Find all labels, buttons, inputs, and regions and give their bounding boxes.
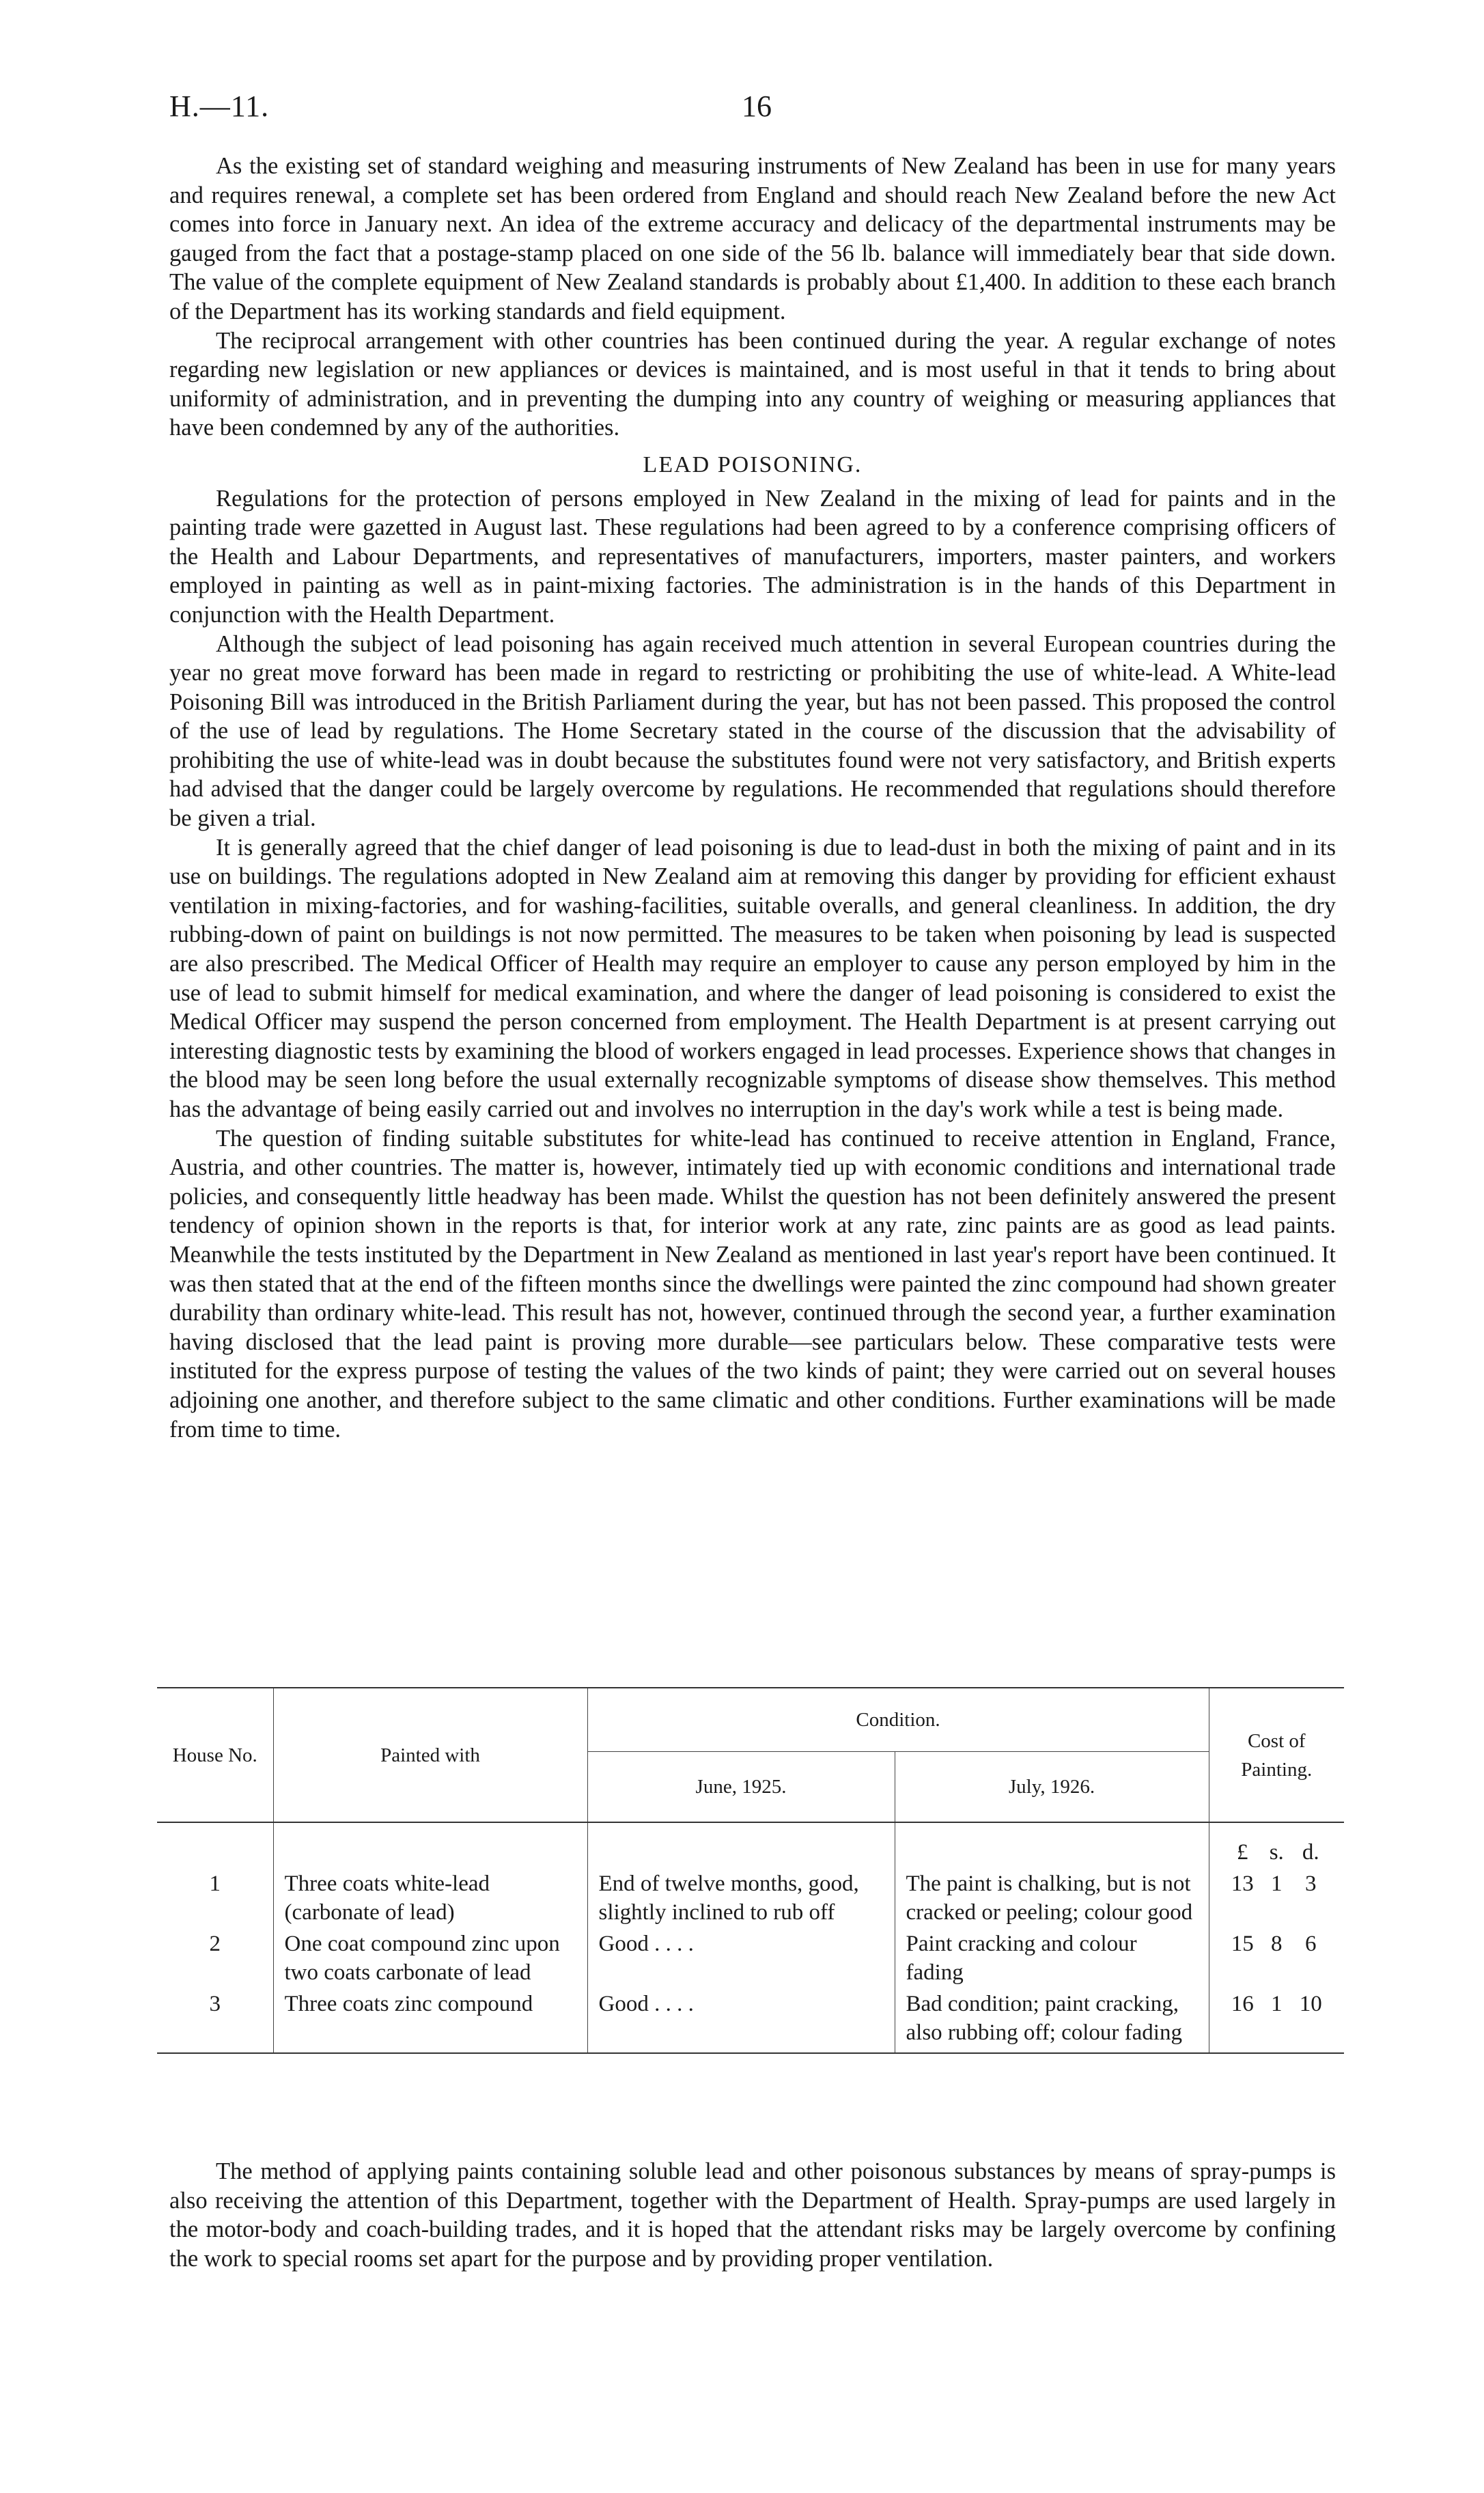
header-painted-with: Painted with <box>273 1688 587 1822</box>
cost-pounds: 15 <box>1231 1932 1254 1956</box>
main-text <box>169 152 1336 1444</box>
cost-shillings: 1 <box>1271 1871 1283 1896</box>
header-cost: Cost of Painting. <box>1241 1729 1313 1781</box>
cost-shillings: 8 <box>1271 1932 1283 1956</box>
paragraph: The method of applying paints containing soluble lead and other poisonous substances by means of spray-pumps is also receiving the attention of this Department, together with the Department of Health. Spray-pumps are used largely in the motor-body and coach-building trades, and it is hoped that the attendant risks may be largely overcome by confining the work to special rooms set apart for the purpose and by providing proper ventilation. <box>169 2158 1336 2272</box>
cost-cell <box>1209 1868 1344 1928</box>
paragraph: Although the subject of lead poisoning has again received much attention in several European countries during the year no great move forward has been made in regard to restricting or prohibiting the use of white-lead. A White-lead Poisoning Bill was introduced in the British Parliament during the year, but has not been passed. This proposed the control of the use of lead by regulations. The Home Secretary stated in the course of the discussion that the advisability of prohibiting the use of white-lead was in doubt because the substitutes found were not very satisfactory, and British experts had advised that the danger could be largely overcome by regulations. He recommended that regulations should therefore be given a trial. <box>169 630 1336 832</box>
cost-pence: 6 <box>1305 1932 1317 1956</box>
header-house-no: House No. <box>157 1688 273 1822</box>
cost-pence: 3 <box>1305 1871 1317 1896</box>
painted-with-cell: One coat compound zinc upon two coats carbonate of lead <box>273 1928 587 1988</box>
cost-pounds: 13 <box>1231 1871 1254 1896</box>
pence-label: d. <box>1302 1840 1319 1865</box>
table-row <box>157 1988 1344 2053</box>
house-number: 1 <box>157 1868 273 1928</box>
cost-pounds: 16 <box>1231 1992 1254 2016</box>
header-july-1926: July, 1926. <box>895 1752 1209 1823</box>
paragraph: As the existing set of standard weighing and measuring instruments of New Zealand has been in use for many years and requires renewal, a complete set has been ordered from England and should reach New Zealand before the new Act comes into force in January next. An idea of the extreme accuracy and delicacy of the departmental instruments may be gauged from the fact that a postage-stamp placed on one side of the 56 lb. balance will immediately bear that side down. The value of the complete equipment of New Zealand standards is probably about £1,400. In addition to these each branch of the Department has its working standards and field equipment. <box>169 153 1336 324</box>
paragraph: It is generally agreed that the chief danger of lead poisoning is due to lead-dust in both the mixing of paint and in its use on buildings. The regulations adopted in New Zealand aim at removing this danger by providing for efficient exhaust ventilation in mixing-factories, and for washing-facilities, suitable overalls, and general cleanliness. In addition, the dry rubbing-down of paint on buildings is not now permitted. The measures to be taken when poisoning by lead is suspected are also prescribed. The Medical Officer of Health may require an employer to cause any person employed by him in the use of lead to submit himself for medical examination, and where the danger of lead poisoning is considered to exist the Medical Officer may suspend the person concerned from employment. The Health Department is at present carrying out interesting diagnostic tests by examining the blood of workers engaged in lead processes. Experience shows that changes in the blood may be seen long before the usual externally recognizable symptoms of disease show themselves. This method has the advantage of being easily carried out and involves no interruption in the day's work while a test is being made. <box>169 834 1336 1122</box>
july-condition-cell: Paint cracking and colour fading <box>895 1928 1209 1988</box>
currency-row <box>157 1822 1344 1868</box>
june-condition-cell: End of twelve months, good, slightly inclined to rub off <box>587 1868 895 1928</box>
section-title: LEAD POISONING. <box>643 451 863 477</box>
july-condition-cell: Bad condition; paint cracking, also rubbing off; colour fading <box>895 1988 1209 2053</box>
document-code: H.—11. <box>169 89 270 123</box>
table-row <box>157 1868 1344 1928</box>
pounds-label: £ <box>1237 1840 1248 1865</box>
table-row <box>157 1928 1344 1988</box>
paragraph: The reciprocal arrangement with other countries has been continued during the year. A regular exchange of notes regarding new legislation or new appliances or devices is maintained, and is most useful in that it tends to bring about uniformity of administration, and in preventing the dumping into any country of weighing or measuring appliances that have been condemned by any of the authorities. <box>169 327 1336 441</box>
header-condition: Condition. <box>587 1688 1209 1752</box>
painted-with-cell: Three coats zinc compound <box>273 1988 587 2053</box>
house-number: 2 <box>157 1928 273 1988</box>
july-condition-cell: The paint is chalking, but is not cracked or peeling; colour good <box>895 1868 1209 1928</box>
cost-pence: 10 <box>1299 1992 1322 2016</box>
june-condition-cell: Good . . . . <box>587 1928 895 1988</box>
house-number: 3 <box>157 1988 273 2053</box>
painted-with-cell: Three coats white-lead (carbonate of lead) <box>273 1868 587 1928</box>
shillings-label: s. <box>1269 1840 1284 1865</box>
cost-shillings: 1 <box>1271 1992 1283 2016</box>
june-condition-cell: Good . . . . <box>587 1988 895 2053</box>
paint-condition-table <box>157 1687 1344 2054</box>
paragraph: The question of finding suitable substitutes for white-lead has continued to receive attention in England, France, Austria, and other countries. The matter is, however, intimately tied up with economic conditions and international trade policies, and consequently little headway has been made. Whilst the question has not been definitely answered the present tendency of opinion shown in the reports is that, for interior work at any rate, zinc paints are as good as lead paints. Meanwhile the tests instituted by the Department in New Zealand as mentioned in last year's report have been continued. It was then stated that at the end of the fifteen months since the dwellings were painted the zinc compound had shown greater durability than ordinary white-lead. This result has not, however, continued through the second year, a further examination having disclosed that the lead paint is proving more durable—see particulars below. These comparative tests were instituted for the express purpose of testing the values of the two kinds of paint; they were carried out on several houses adjoining one another, and therefore subject to the same climatic and other conditions. Further examinations will be made from time to time. <box>169 1125 1336 1443</box>
cost-cell <box>1209 1928 1344 1988</box>
header-june-1925: June, 1925. <box>587 1752 895 1823</box>
paragraph: Regulations for the protection of persons employed in New Zealand in the mixing of lead for paints and in the painting trade were gazetted in August last. These regulations had been agreed to by a conference comprising officers of the Health and Labour Departments, and representatives of manufacturers, importers, master painters, and workers employed in painting as well as in paint-mixing factories. The administration is in the hands of this Department in conjunction with the Health Department. <box>169 485 1336 628</box>
page-number: 16 <box>742 89 772 123</box>
closing-text <box>169 2157 1336 2273</box>
cost-cell <box>1209 1988 1344 2053</box>
